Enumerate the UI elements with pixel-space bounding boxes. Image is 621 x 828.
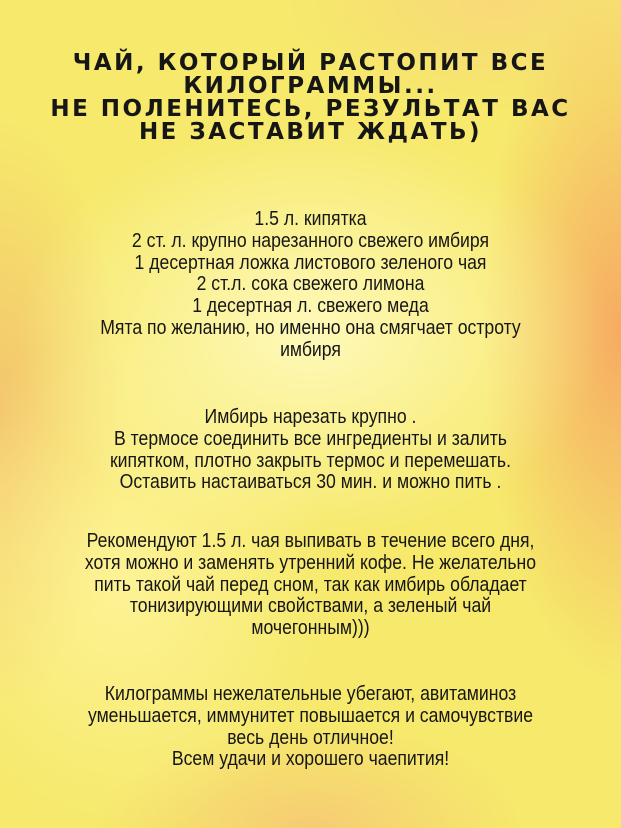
- ingredient-line: Мята по желанию, но именно она смягчает остроту: [100, 315, 521, 339]
- step-line: Оставить настаиваться 30 мин. и можно пить .: [119, 470, 502, 494]
- closing-line: Всем удачи и хорошего чаепития!: [171, 747, 450, 771]
- advice-line: мочегонным))): [251, 616, 370, 640]
- advice-line: хотя можно и заменять утренний кофе. Не желательно: [84, 550, 537, 574]
- step-line: кипятком, плотно закрыть термос и перемешать.: [109, 448, 512, 472]
- preparation-steps: [43, 406, 577, 493]
- ingredient-line: 1.5 л. кипятка: [254, 207, 367, 230]
- ingredient-line: имбиря: [280, 337, 341, 361]
- step-line: В термосе соединить все ингредиенты и залить: [114, 426, 507, 450]
- ingredient-line: 1 десертная л. свежего меда: [192, 294, 429, 318]
- closing-paragraph: [43, 683, 577, 770]
- closing-line: уменьшается, иммунитет повышается и самочувствие: [87, 703, 534, 727]
- advice-line: тонизирующими свойствами, а зеленый чай: [129, 594, 492, 618]
- advice-paragraph: [43, 530, 577, 639]
- title-line-3: НЕ ПОЛЕНИТЕСЬ, РЕЗУЛЬТАТ ВАС: [50, 96, 571, 122]
- closing-line: весь день отличное!: [227, 725, 394, 749]
- ingredient-line: 2 ст.л. сока свежего лимона: [196, 272, 425, 296]
- ingredient-line: 1 десертная ложка листового зеленого чая: [134, 250, 487, 274]
- step-line: Имбирь нарезать крупно .: [204, 405, 417, 428]
- title-line-2: КИЛОГРАММЫ...: [183, 73, 438, 99]
- title-line-4: НЕ ЗАСТАВИТ ЖДАТЬ): [138, 119, 483, 145]
- advice-line: Рекомендуют 1.5 л. чая выпивать в течение всего дня,: [86, 529, 535, 552]
- closing-line: Килограммы нежелательные убегают, авитаминоз: [104, 682, 517, 705]
- poster-title: [0, 52, 621, 144]
- ingredients-list: [43, 208, 577, 361]
- title-line-1: ЧАЙ, КОТОРЫЙ РАСТОПИТ ВСЕ: [72, 50, 549, 76]
- advice-line: пить такой чай перед сном, так как имбирь обладает: [94, 572, 527, 596]
- ingredient-line: 2 ст. л. крупно нарезанного свежего имбиря: [131, 228, 490, 252]
